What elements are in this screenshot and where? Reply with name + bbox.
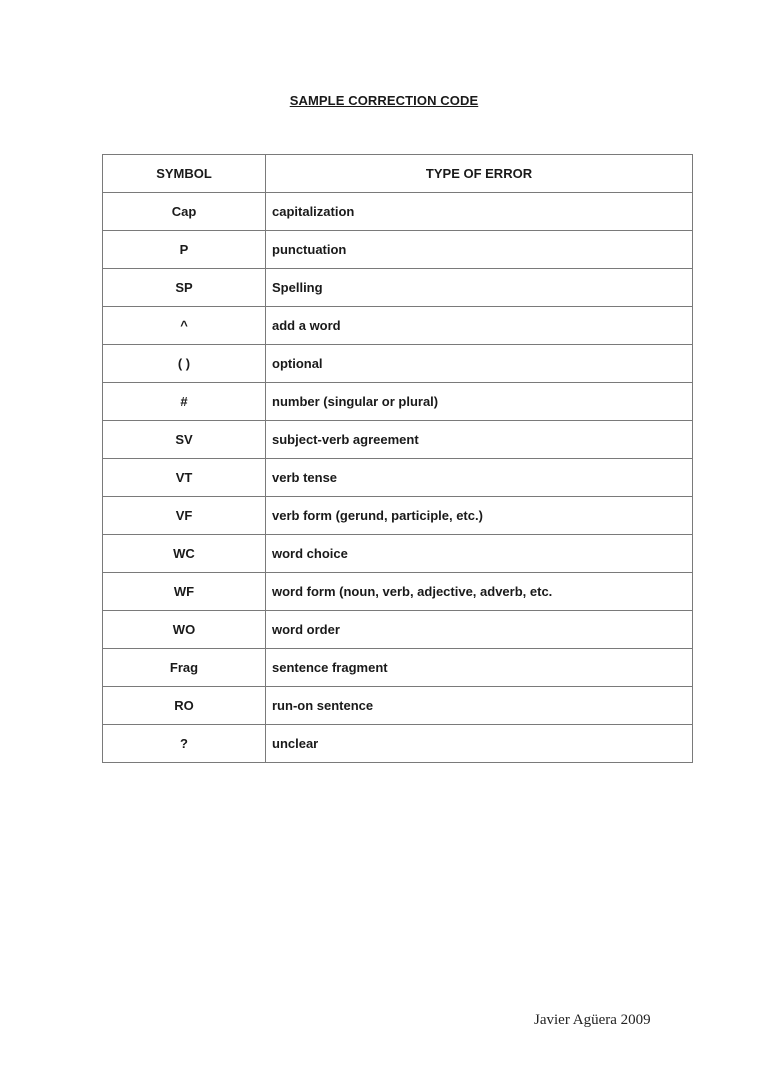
table-row [103, 421, 693, 459]
symbol-cell: WF [103, 573, 266, 611]
table-row [103, 383, 693, 421]
error-type-cell: word form (noun, verb, adjective, adverb, etc. [266, 573, 693, 611]
symbol-cell: Cap [103, 193, 266, 231]
symbol-column-header: SYMBOL [103, 155, 266, 193]
table-header [103, 155, 693, 193]
error-type-cell: number (singular or plural) [266, 383, 693, 421]
error-type-cell: capitalization [266, 193, 693, 231]
error-type-cell: word choice [266, 535, 693, 573]
table-row [103, 269, 693, 307]
error-type-cell: sentence fragment [266, 649, 693, 687]
footer-signature: Javier Agüera 2009 [534, 1012, 651, 1028]
symbol-cell: P [103, 231, 266, 269]
correction-code-table [102, 154, 693, 763]
error-type-cell: unclear [266, 725, 693, 763]
table-row [103, 573, 693, 611]
error-type-cell: add a word [266, 307, 693, 345]
symbol-cell: VF [103, 497, 266, 535]
table-row [103, 687, 693, 725]
table-row [103, 231, 693, 269]
table-row [103, 307, 693, 345]
table-row [103, 459, 693, 497]
error-type-cell: run-on sentence [266, 687, 693, 725]
table-body [103, 193, 693, 763]
table-row [103, 193, 693, 231]
error-type-cell: punctuation [266, 231, 693, 269]
error-type-cell: Spelling [266, 269, 693, 307]
table-row [103, 535, 693, 573]
symbol-cell: ( ) [103, 345, 266, 383]
symbol-cell: WC [103, 535, 266, 573]
symbol-cell: ^ [103, 307, 266, 345]
error-type-cell: verb form (gerund, participle, etc.) [266, 497, 693, 535]
table-row [103, 725, 693, 763]
symbol-cell: SV [103, 421, 266, 459]
header-row [103, 155, 693, 193]
symbol-cell: ? [103, 725, 266, 763]
symbol-cell: # [103, 383, 266, 421]
symbol-cell: WO [103, 611, 266, 649]
symbol-cell: SP [103, 269, 266, 307]
error-type-cell: word order [266, 611, 693, 649]
type-of-error-column-header: TYPE OF ERROR [266, 155, 693, 193]
symbol-cell: Frag [103, 649, 266, 687]
page-title: SAMPLE CORRECTION CODE [289, 93, 479, 108]
error-type-cell: verb tense [266, 459, 693, 497]
symbol-cell: RO [103, 687, 266, 725]
table-row [103, 649, 693, 687]
symbol-cell: VT [103, 459, 266, 497]
error-type-cell: optional [266, 345, 693, 383]
table-row [103, 345, 693, 383]
table-row [103, 497, 693, 535]
table-row [103, 611, 693, 649]
error-type-cell: subject-verb agreement [266, 421, 693, 459]
